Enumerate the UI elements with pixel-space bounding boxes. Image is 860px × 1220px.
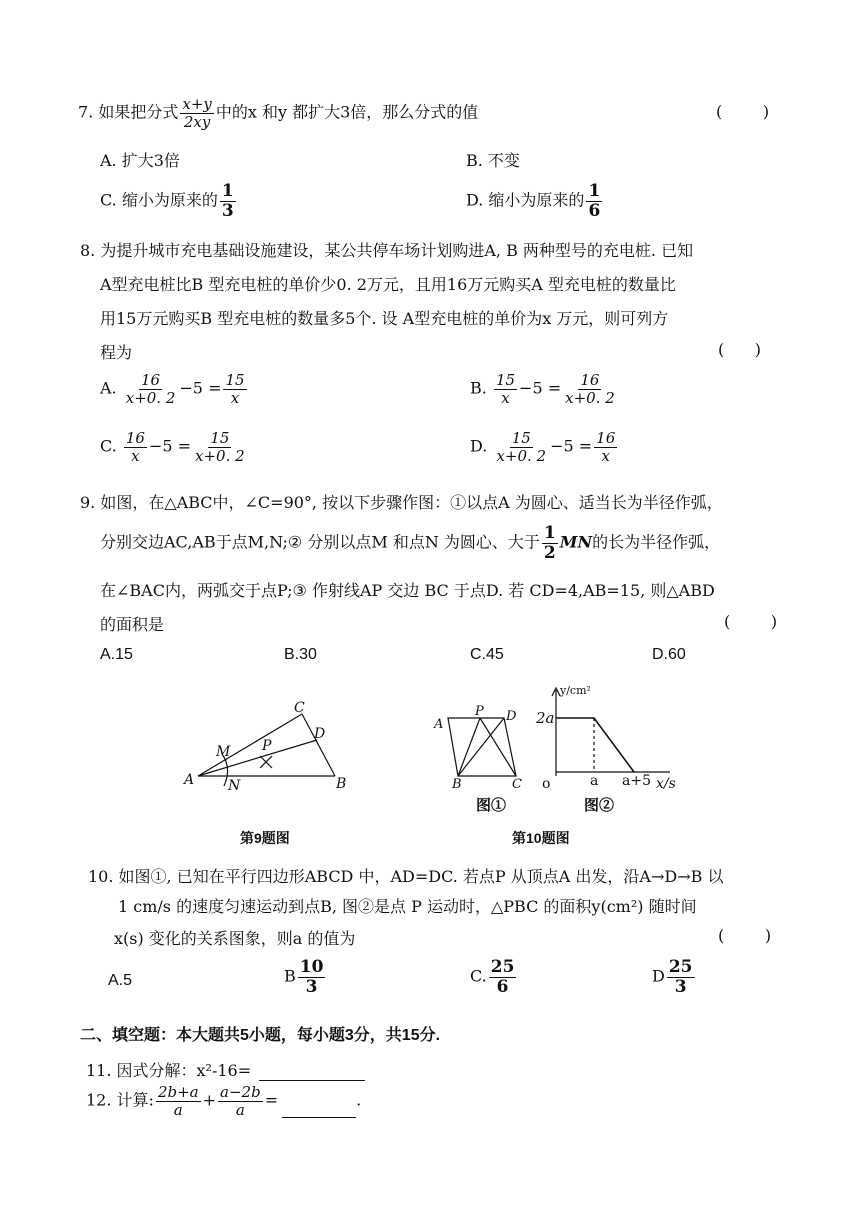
figure-10-2 — [530, 682, 690, 794]
fig9-label-p: P — [262, 738, 272, 754]
fig9-label-m: M — [216, 744, 231, 760]
q11-answer-blank[interactable] — [259, 1066, 365, 1081]
fig10b-y-tick: 2a — [536, 709, 555, 727]
q10-line2: 1 cm/s 的速度匀速运动到点B, 图②是点 P 运动时，△PBC 的面积y(cm²) 随时间 — [118, 897, 697, 916]
q10-line1: 10. 如图①, 已知在平行四边形ABCD 中，AD=DC. 若点P 从顶点A 出发，沿A→D→B 以 — [88, 867, 724, 886]
fig10b-x-tick-a: a — [590, 773, 599, 789]
fig10-2-caption: 图② — [584, 797, 615, 814]
q9-line1: 9. 如图，在△ABC中，∠C=90°, 按以下步骤作图：①以点A 为圆心、适当长为半径作弧， — [80, 493, 723, 512]
q9-option-d: D.60 — [652, 646, 686, 663]
q7-fraction: $\frac{x+y}{2xy}$ — [182, 95, 212, 131]
fig9-label-a: A — [184, 772, 195, 788]
q11: 11. 因式分解：x²-16= — [86, 1058, 365, 1081]
q8-option-d: D. $\frac{15}{x+0. 2}$ −5 = $\frac{16}{x}$ — [470, 429, 616, 465]
q7-text-post: 中的x 和y 都扩大3倍，那么分式的值 — [215, 102, 479, 122]
fig10-line-pb — [458, 718, 480, 776]
fig10-label-d: D — [506, 709, 517, 724]
fig10-diag-db — [458, 718, 504, 776]
fig10b-graph — [556, 718, 634, 772]
fig9-label-c: C — [294, 700, 305, 716]
figure-10-1 — [428, 704, 528, 790]
fig9-label-b: B — [336, 776, 347, 792]
q9-line3: 在∠BAC内，两弧交于点P;③ 作射线AP 交边 BC 于点D. 若 CD=4,AB=15, 则△ABD — [100, 581, 715, 600]
fig10-label-a: A — [434, 717, 444, 732]
q8-line3: 用15万元购买B 型充电桩的数量多5个. 设 A型充电桩的单价为x 万元，则可列方 — [100, 309, 669, 328]
q8-option-b: B. $\frac{15}{x}$ −5 = $\frac{16}{x+0. 2}$ — [470, 371, 615, 407]
q7-option-a: A. 扩大3倍 — [100, 151, 180, 170]
fig9-side-ac — [198, 714, 302, 776]
fig10b-y-label: y/cm² — [560, 684, 591, 697]
fig10-label-b: B — [452, 777, 462, 790]
q7-option-c: C. 缩小为原来的 $\frac{1}{3}$ — [100, 181, 234, 221]
fig9-side-cb — [302, 714, 335, 776]
fig10-parallelogram — [448, 718, 516, 776]
section2-title: 二、填空题：本大题共5小题，每小题3分，共15分. — [80, 1027, 441, 1044]
q9-option-b: B.30 — [284, 646, 317, 663]
q10-line3: x(s) 变化的关系图象，则a 的值为 — [114, 929, 356, 948]
fig10b-origin: o — [542, 776, 551, 792]
q8-line2: A型充电桩比B 型充电桩的单价少0. 2万元，且用16万元购买A 型充电桩的数量比 — [100, 275, 676, 294]
q8-line1: 8. 为提升城市充电基础设施建设，某公共停车场计划购进A, B 两种型号的充电桩. 已知 — [80, 241, 694, 260]
q8-line4: 程为 — [100, 343, 133, 362]
q12-answer-blank[interactable] — [282, 1103, 356, 1118]
fig10-1-caption: 图① — [476, 797, 507, 814]
q7-answer-paren: ( ) — [716, 102, 770, 121]
q10-option-b: B $\frac{10}{3}$ — [284, 957, 324, 997]
fig10b-x-label: x/s — [656, 776, 676, 792]
q10-option-a: A.5 — [108, 972, 133, 989]
fig9-caption: 第9题图 — [240, 830, 290, 846]
q8-answer-paren: ( ) — [718, 340, 761, 359]
q7-stem — [78, 96, 478, 130]
fig10b-x-tick-a5: a+5 — [622, 773, 651, 789]
q10-option-d: D $\frac{25}{3}$ — [652, 957, 693, 997]
q9-line4: 的面积是 — [100, 615, 165, 634]
q9-answer-paren: ( ) — [724, 612, 778, 631]
fig9-label-d: D — [314, 726, 326, 742]
q7-option-b: B. 不变 — [466, 151, 520, 170]
fig10-caption: 第10题图 — [512, 830, 570, 846]
q10-option-c: C. $\frac{25}{6}$ — [470, 957, 515, 997]
q8-option-c: C. $\frac{16}{x}$ −5 = $\frac{15}{x+0. 2}$ — [100, 429, 245, 465]
q7-option-d: D. 缩小为原来的 $\frac{1}{6}$ — [466, 181, 601, 221]
q12: 12. 计算: $\frac{2b+a}{a}$ + $\frac{a-2b}{a}$ = . — [86, 1083, 362, 1119]
q7-text-pre: 7. 如果把分式 — [78, 102, 179, 122]
fig9-label-n: N — [228, 778, 241, 794]
q9-option-a: A.15 — [100, 646, 133, 663]
q10-answer-paren: ( ) — [718, 926, 772, 945]
q9-option-c: C.45 — [470, 646, 504, 663]
figure-9 — [180, 694, 360, 804]
fig10-label-p: P — [475, 704, 484, 719]
fig10-label-c: C — [512, 777, 522, 790]
q8-option-a: A. $\frac{16}{x+0. 2}$ −5 = $\frac{15}{x}$ — [100, 371, 245, 407]
q9-line2: 分别交边AC,AB于点M,N;② 分别以点M 和点N 为圆心、大于 $\frac{1}{2}$ MN的长为半径作弧， — [100, 523, 721, 563]
